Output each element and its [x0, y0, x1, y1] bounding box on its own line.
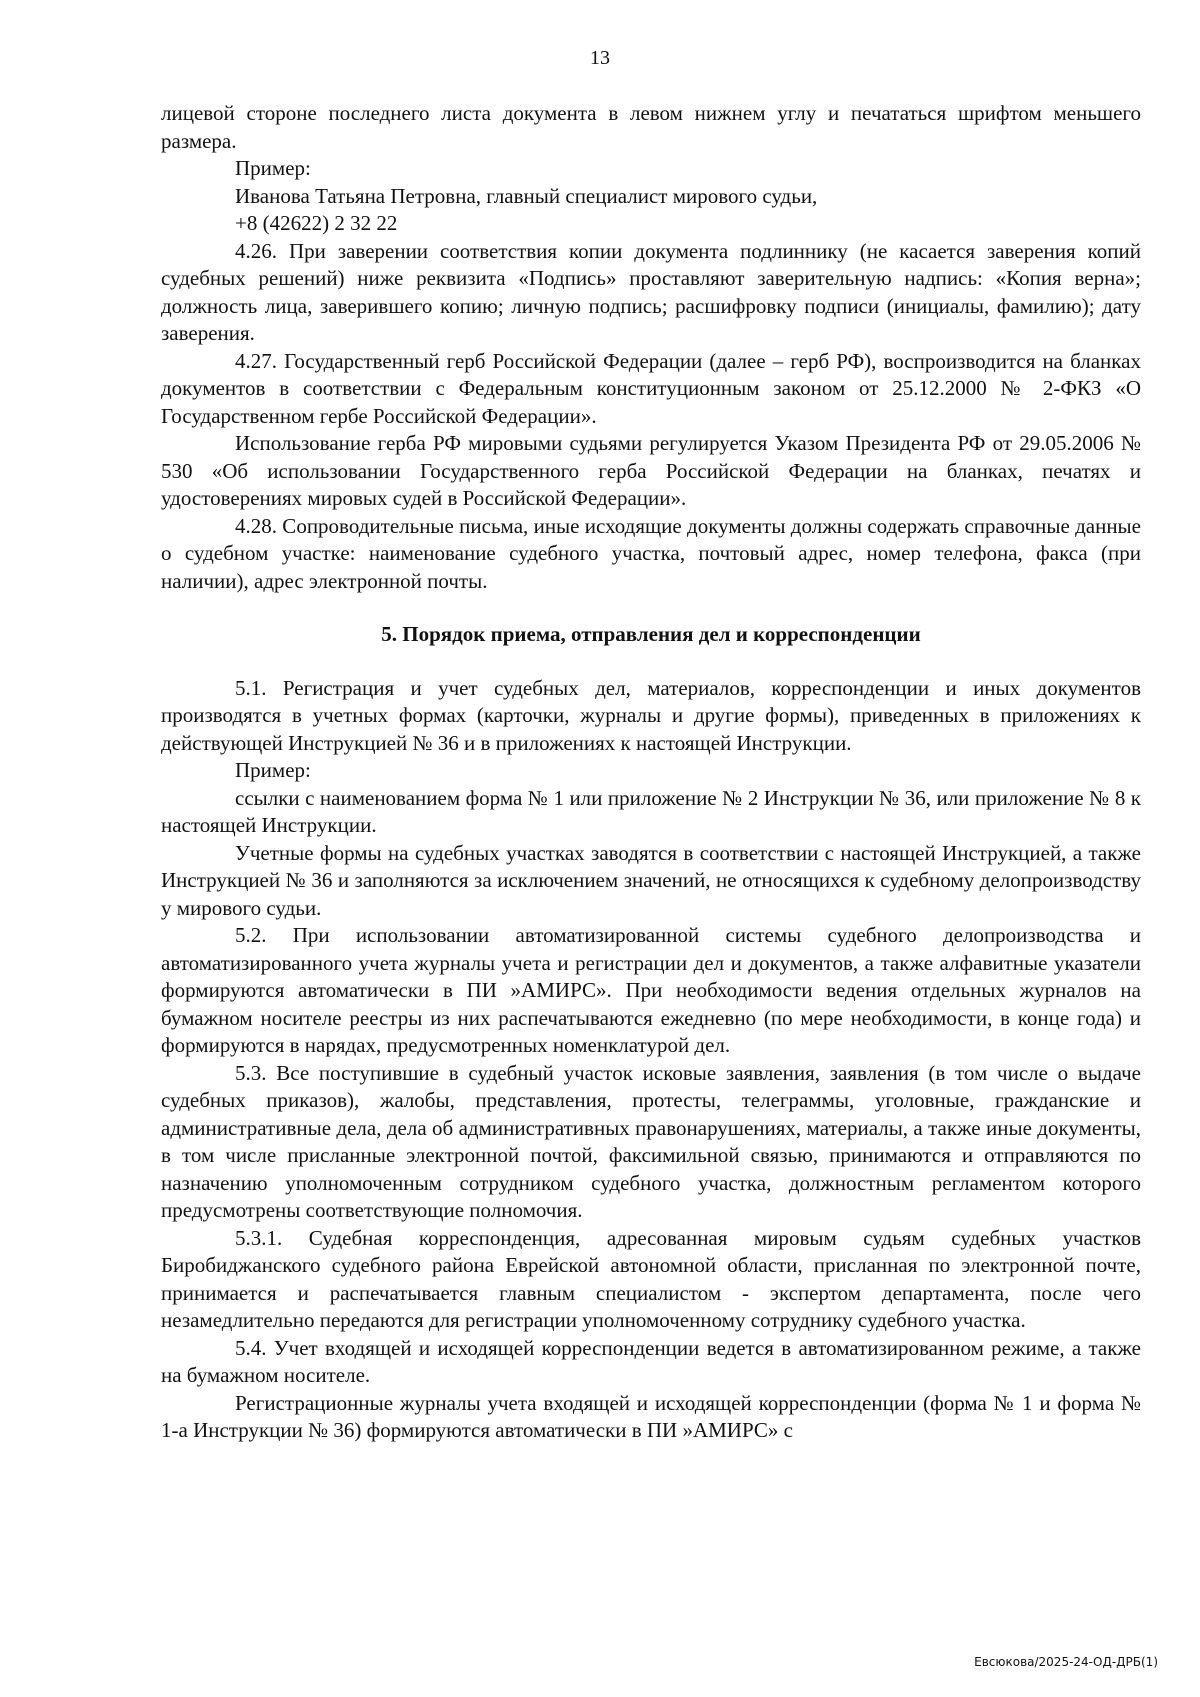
section-heading: 5. Порядок приема, отправления дел и корреспонденции	[381, 622, 921, 646]
paragraph-5-1-b: Учетные формы на судебных участках заводятся в соответствии с настоящей Инструкцией, а также Инструкцией № 36 и заполняются за исключением значений, не относящихся к судебному делопроизводству у мирового судьи.	[161, 840, 1141, 920]
paragraph-5-4: 5.4. Учет входящей и исходящей корреспонденции ведется в автоматизированном режиме, а также на бумажном носителе.	[161, 1335, 1141, 1387]
example-label: Пример:	[235, 156, 311, 180]
paragraph-5-1: 5.1. Регистрация и учет судебных дел, материалов, корреспонденции и иных документов производятся в учетных формах (карточки, журналы и другие формы), приведенных в приложениях к действующей Инструкцией № 36 и в приложениях к настоящей Инструкции.	[161, 675, 1141, 755]
example-label: Пример:	[235, 758, 311, 782]
paragraph-5-2: 5.2. При использовании автоматизированной системы судебного делопроизводства и автоматизированного учета журналы учета и регистрации дел и документов, а также алфавитные указатели формируются автоматически в ПИ »АМИРС». При необходимости ведения отдельных журналов на бумажном носителе реестры из них распечатываются ежедневно (по мере необходимости, в конце года) и формируются в нарядах, предусмотренных номенклатурой дел.	[161, 923, 1141, 1057]
paragraph-4-27-b: Использование герба РФ мировыми судьями регулируется Указом Президента РФ от 29.05.2006 № 530 «Об использовании Государственного герба Российской Федерации на бланках, печатях и удостоверениях мировых судей в Российской Федерации».	[161, 431, 1141, 510]
example-line: Иванова Татьяна Петровна, главный специалист мирового судьи,	[235, 183, 818, 208]
paragraph-4-28: 4.28. Сопроводительные письма, иные исходящие документы должны содержать справочные данные о судебном участке: наименование судебного участка, почтовый адрес, номер телефона, факса (при наличии), адрес электронной почты.	[161, 513, 1141, 593]
paragraph-5-3-1: 5.3.1. Судебная корреспонденция, адресованная мировым судьям судебных участков Биробиджанского судебного района Еврейской автономной области, присланная по электронной почте, принимается и распечатывается главным специалистом - экспертом департамента, после чего незамедлительно передаются для регистрации уполномоченному сотруднику судебного участка.	[161, 1225, 1141, 1332]
document-body	[161, 100, 1141, 1445]
paragraph-5-4-b: Регистрационные журналы учета входящей и исходящей корреспонденции (форма № 1 и форма № 1-а Инструкции № 36) формируются автоматически в ПИ »АМИРС» с	[161, 1390, 1141, 1442]
paragraph-4-27: 4.27. Государственный герб Российской Федерации (далее – герб РФ), воспроизводится на бланках документов в соответствии с Федеральным конституционным законом от 25.12.2000 № 2-ФКЗ «О Государственном гербе Российской Федерации».	[161, 348, 1141, 428]
page-number: 13	[590, 47, 610, 69]
paragraph-4-26: 4.26. При заверении соответствия копии документа подлиннику (не касается заверения копий судебных решений) ниже реквизита «Подпись» проставляют заверительную надпись: «Копия верна»; должность лица, заверившего копию; личную подпись; расшифровку подписи (инициалы, фамилию); дату заверения.	[161, 238, 1141, 345]
footer-document-code: Евсюкова/2025-24-ОД-ДРБ(1)	[974, 1655, 1158, 1669]
example-line: +8 (42622) 2 32 22	[235, 211, 398, 235]
paragraph-continuation: лицевой стороне последнего листа документа в левом нижнем углу и печататься шрифтом меньшего размера.	[161, 101, 1141, 153]
example-text: ссылки с наименованием форма № 1 или приложение № 2 Инструкции № 36, или приложение № 8 к настоящей Инструкции.	[161, 785, 1141, 837]
paragraph-5-3: 5.3. Все поступившие в судебный участок исковые заявления, заявления (в том числе о выдаче судебных приказов), жалобы, представления, протесты, телеграммы, уголовные, гражданские и административные дела, дела об административных правонарушениях, материалы, а также иные документы, в том числе присланные электронной почтой, факсимильной связью, принимаются и отправляются по назначению уполномоченным сотрудником судебного участка, должностным регламентом которого предусмотрены соответствующие полномочия.	[161, 1060, 1141, 1222]
